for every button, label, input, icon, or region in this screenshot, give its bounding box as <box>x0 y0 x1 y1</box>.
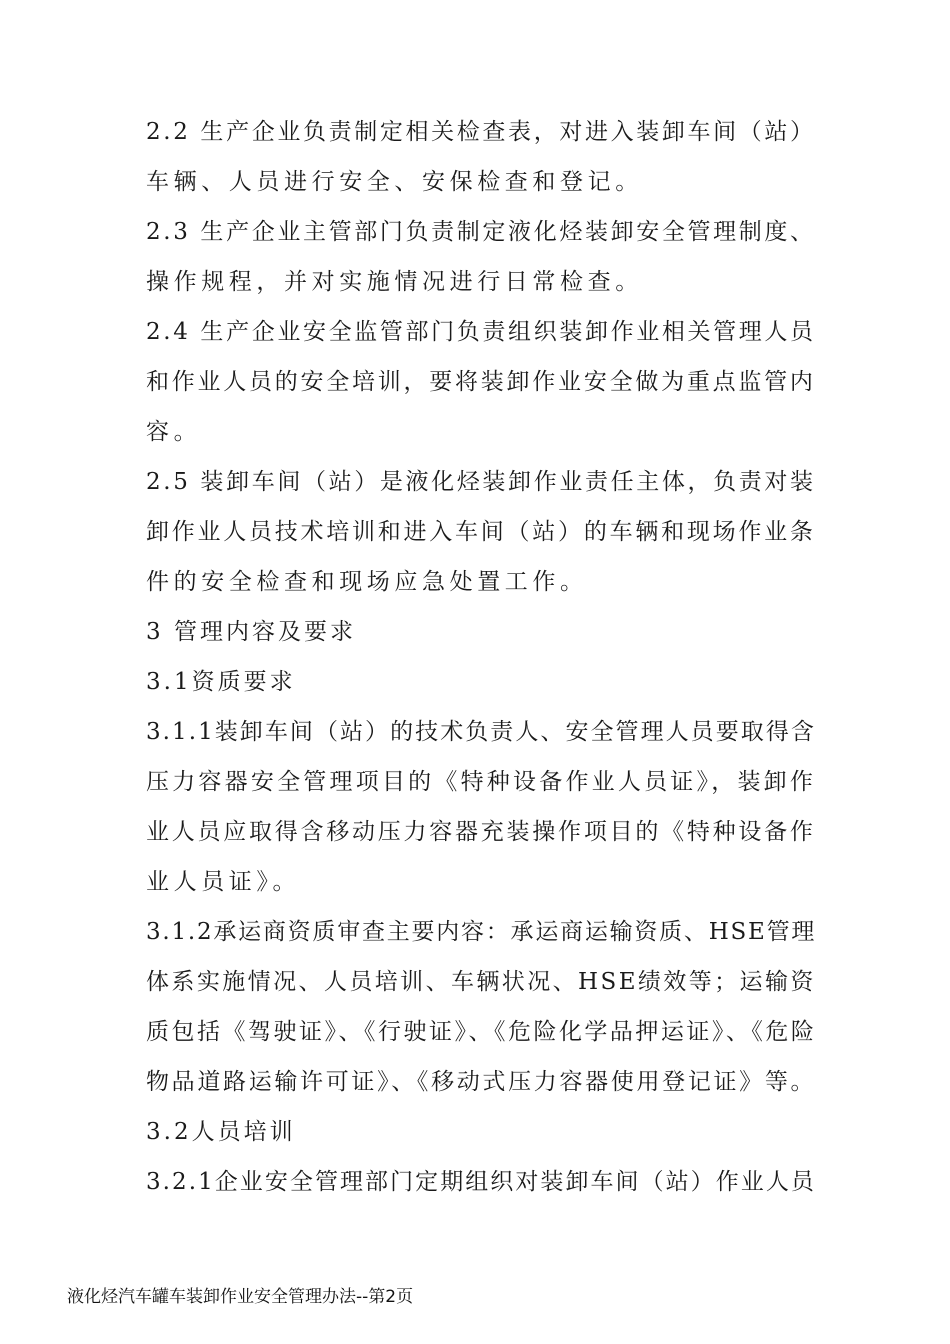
text-line: 物品道路运输许可证》、《移动式压力容器使用登记证》等。 <box>146 1069 817 1095</box>
text-line: 卸作业人员技术培训和进入车间（站）的车辆和现场作业条 <box>146 519 816 545</box>
text-line: 容。 <box>146 419 202 445</box>
text-line: 操作规程，并对实施情况进行日常检查。 <box>146 269 643 295</box>
text-line: 件的安全检查和现场应急处置工作。 <box>146 569 588 595</box>
text-line: 2.5 装卸车间（站）是液化烃装卸作业责任主体，负责对装 <box>146 469 816 495</box>
text-line: 压力容器安全管理项目的《特种设备作业人员证》，装卸作 <box>146 769 817 795</box>
text-line: 业人员应取得含移动压力容器充装操作项目的《特种设备作 <box>146 819 816 845</box>
text-line: 业人员证》。 <box>146 869 301 895</box>
text-line: 体系实施情况、人员培训、车辆状况、HSE绩效等；运输资 <box>146 969 816 995</box>
subsection-heading: 3.1资质要求 <box>146 669 296 695</box>
text-line: 3.1.2承运商资质审查主要内容：承运商运输资质、HSE管理 <box>146 919 817 945</box>
text-line: 2.3 生产企业主管部门负责制定液化烃装卸安全管理制度、 <box>146 219 816 245</box>
text-line: 和作业人员的安全培训，要将装卸作业安全做为重点监管内 <box>146 369 816 395</box>
text-line: 2.2 生产企业负责制定相关检查表，对进入装卸车间（站） <box>146 119 816 145</box>
page-footer: 液化烃汽车罐车装卸作业安全管理办法--第2页 <box>67 1287 414 1307</box>
text-line: 3.2.1企业安全管理部门定期组织对装卸车间（站）作业人员 <box>146 1169 816 1195</box>
text-line: 车辆、人员进行安全、安保检查和登记。 <box>146 169 643 195</box>
text-line: 2.4 生产企业安全监管部门负责组织装卸作业相关管理人员 <box>146 319 816 345</box>
text-line: 质包括《驾驶证》、《行驶证》、《危险化学品押运证》、《危险 <box>146 1019 817 1045</box>
text-line: 3.1.1装卸车间（站）的技术负责人、安全管理人员要取得含 <box>146 719 816 745</box>
section-heading: 3 管理内容及要求 <box>146 619 356 645</box>
subsection-heading: 3.2人员培训 <box>146 1119 296 1145</box>
